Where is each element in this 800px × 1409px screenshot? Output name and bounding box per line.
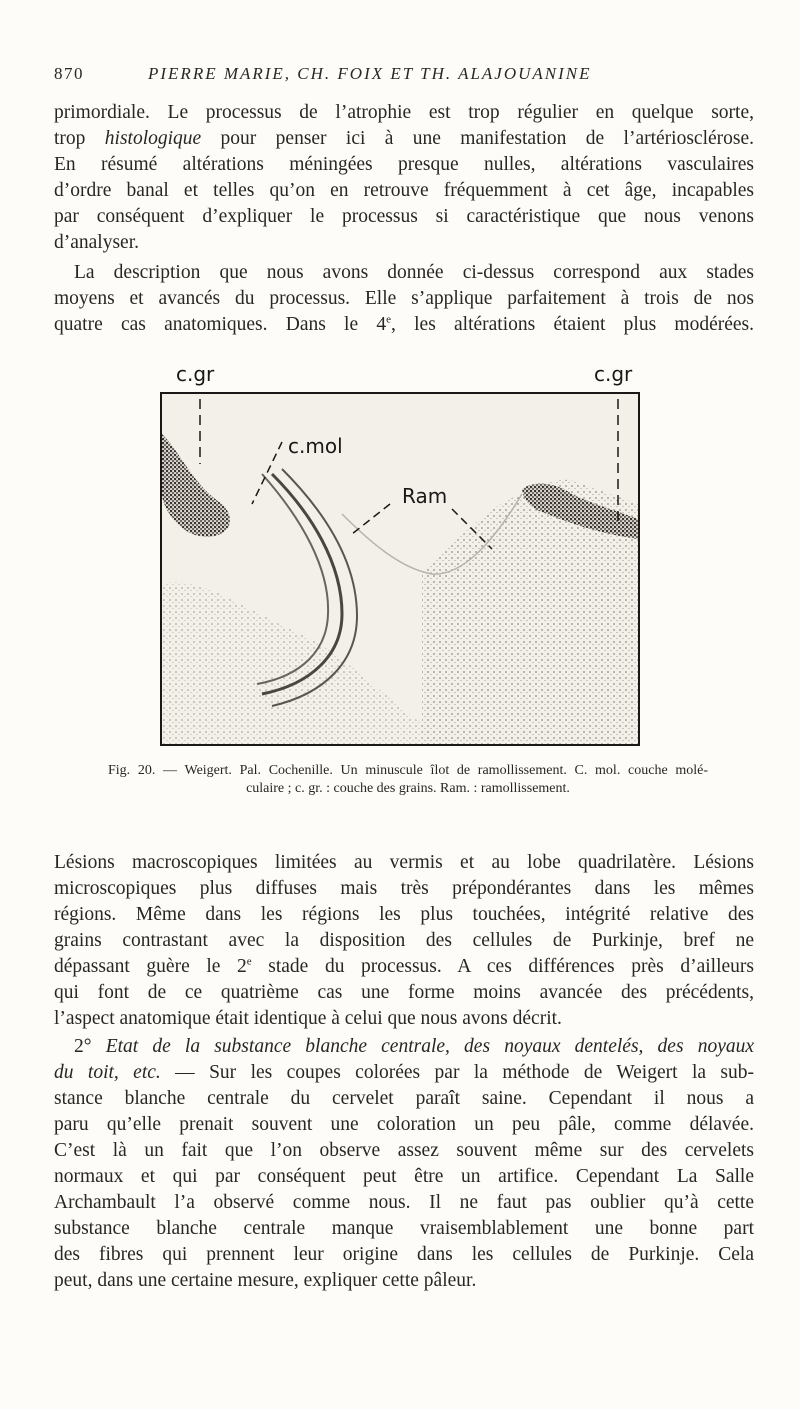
text-line: stance blanche centrale du cervelet paraît saine. Cependant il nous a [54,1088,754,1109]
section-heading-line: 2° Etat de la substance blanche centrale, des noyaux dentelés, des noyaux [74,1036,755,1057]
paragraph-2 [54,260,754,338]
text-line: l’aspect anatomique était identique à celui que nous avons décrit. [54,1008,562,1029]
label-cgr-left: c.gr [176,362,215,386]
text-line: La description que nous avons donnée ci-dessus correspond aux stades [74,262,754,283]
figure-20 [160,362,640,746]
caption-line: Fig. 20. — Weigert. Pal. Cochenille. Un minuscule îlot de ramollissement. C. mol. couche molé- [108,763,708,778]
text-line: peut, dans une certaine mesure, expliquer cette pâleur. [54,1270,477,1291]
section-heading: Etat de la substance blanche centrale, des noyaux dentelés, des noyaux [105,1036,755,1057]
text-line: normaux et qui par conséquent peut être un artifice. Cependant La Salle [54,1166,754,1187]
page-header [54,64,754,86]
paragraph-3 [54,850,754,1032]
text-line: Archambault l’a observé comme nous. Il ne faut pas oublier qu’à cette [54,1192,754,1213]
label-cmol: c.mol [288,434,343,458]
text-line: du toit, etc. — Sur les coupes colorées par la méthode de Weigert la sub- [54,1062,754,1083]
label-cgr-right: c.gr [594,362,633,386]
text-line: paru qu’elle prenait souvent une coloration un peu pâle, comme délavée. [54,1114,754,1135]
text-line: substance blanche centrale manque vraisemblablement une bonne part [54,1218,754,1239]
caption-line: culaire ; c. gr. : couche des grains. Ram. : ramollissement. [246,781,570,796]
italic-word: histologique [104,128,202,149]
text-line: régions. Même dans les régions les plus touchées, intégrité relative des [54,904,754,925]
label-ram: Ram [402,484,448,508]
text-line: quatre cas anatomiques. Dans le 4e, les altérations étaient plus modérées. [54,313,754,335]
text-line: primordiale. Le processus de l’atrophie est trop régulier en quelque sorte, [54,102,754,123]
page-number: 870 [54,64,84,83]
text-line: grains contrastant avec la disposition des cellules de Purkinje, bref ne [54,930,754,951]
micrograph-illustration [162,394,638,744]
text-line: dépassant guère le 2e stade du processus. A ces différences près d’ailleurs [54,955,754,977]
figure-caption [108,762,708,798]
text-line: C’est là un fait que l’on observe assez souvent même sur des cervelets [54,1140,754,1161]
text-line: En résumé altérations méningées presque nulles, altérations vasculaires [54,154,754,175]
text-line: moyens et avancés du processus. Elle s’applique parfaitement à trois de nos [54,288,754,309]
paragraph-1 [54,100,754,256]
text-line: par conséquent d’expliquer le processus si caractéristique que nous venons [54,206,754,227]
running-head: PIERRE MARIE, CH. FOIX ET TH. ALAJOUANINE [148,64,592,83]
text-line: Lésions macroscopiques limitées au vermis et au lobe quadrilatère. Lésions [54,852,754,873]
text-line: des fibres qui prennent leur origine dans les cellules de Purkinje. Cela [54,1244,754,1265]
paragraph-4 [54,1034,754,1294]
text-line: microscopiques plus diffuses mais très prépondérantes dans les mêmes [54,878,754,899]
text-line: d’ordre banal et telles qu’on en retrouve fréquemment à cet âge, incapables [54,180,754,201]
text-line: qui font de ce quatrième cas une forme moins avancée des précédents, [54,982,754,1003]
text-line: trop histologique pour penser ici à une manifestation de l’artériosclérose. [54,128,755,149]
text-line: d’analyser. [54,232,140,253]
